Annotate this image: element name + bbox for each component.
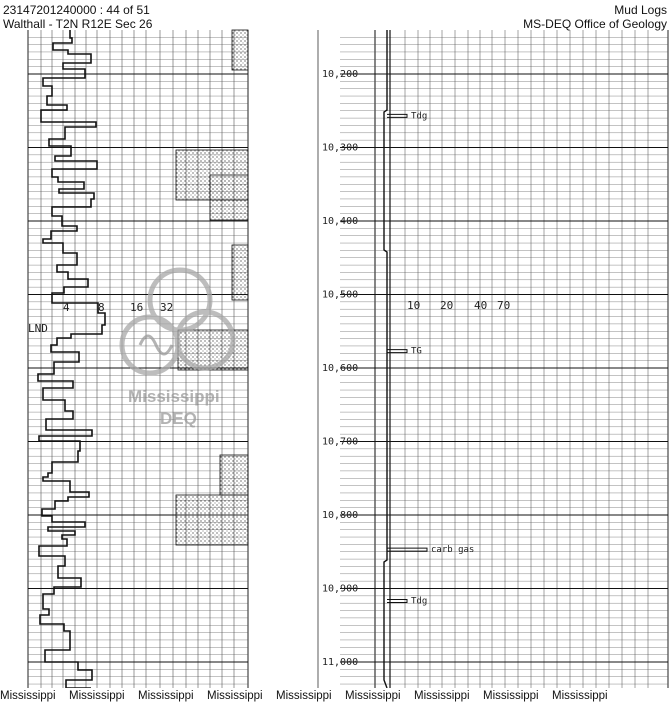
lithology-label: LND (28, 322, 48, 335)
gas-annotation-label: Tdg (411, 596, 428, 607)
left-scale-label: 4 (63, 301, 70, 314)
footer-label: Mississippi (345, 690, 401, 702)
depth-label: 11,000 (322, 657, 359, 668)
footer-label: Mississippi (276, 690, 332, 702)
lithology-block (220, 455, 248, 495)
footer-label: Mississippi (552, 690, 608, 702)
right-scale-label: 10 (407, 299, 421, 312)
left-scale-label: 32 (160, 301, 174, 314)
right-scale-label: 40 (474, 299, 488, 312)
depth-label: 10,600 (322, 363, 359, 374)
footer-label: Mississippi (0, 690, 56, 702)
lithology-block (232, 30, 248, 70)
depth-label: 10,900 (322, 583, 359, 595)
footer-label: Mississippi (207, 690, 263, 702)
lithology-block (176, 495, 248, 545)
gas-annotation-label: carb gas (431, 545, 475, 556)
gas-annotation-label: TG (411, 346, 422, 357)
well-location-label: Walthall - T2N R12E Sec 26 (3, 17, 153, 31)
penetration-rate-curve (38, 30, 105, 688)
track-annotations (387, 111, 474, 606)
agency-label: MS-DEQ Office of Geology (523, 17, 667, 31)
well-id-page-label: 23147201240000 : 44 of 51 (3, 3, 150, 17)
depth-labels (322, 69, 358, 668)
left-scale-label: 8 (98, 301, 105, 314)
right-scale-label: 70 (497, 299, 511, 312)
depth-label: 10,500 (322, 289, 359, 301)
left-track-curve (38, 30, 105, 688)
watermark-line2: DEQ (160, 409, 197, 428)
depth-label: 10,400 (322, 216, 359, 227)
depth-label: 10,200 (322, 69, 359, 80)
total-gas-curve (384, 30, 387, 688)
depth-label: 10,700 (322, 436, 359, 448)
right-track-grid (318, 30, 668, 688)
gas-annotation-label: Tdg (411, 111, 428, 122)
watermark-line1: Mississippi (128, 387, 220, 406)
left-track-lithology (176, 30, 248, 545)
right-scale-label: 20 (440, 299, 454, 312)
footer-label: Mississippi (69, 690, 125, 702)
right-track-gas-curve (384, 30, 390, 688)
footer-label: Mississippi (483, 690, 539, 702)
depth-label: 10,800 (322, 510, 359, 521)
footer-strip (0, 688, 671, 705)
lithology-block (210, 175, 248, 220)
footer-label: Mississippi (414, 690, 470, 702)
left-scale-label: 16 (130, 301, 144, 314)
log-type-label: Mud Logs (614, 3, 667, 17)
lithology-block (232, 245, 248, 300)
depth-label: 10,300 (322, 142, 359, 154)
gas-show-mark (387, 548, 427, 551)
footer-label: Mississippi (138, 690, 194, 702)
